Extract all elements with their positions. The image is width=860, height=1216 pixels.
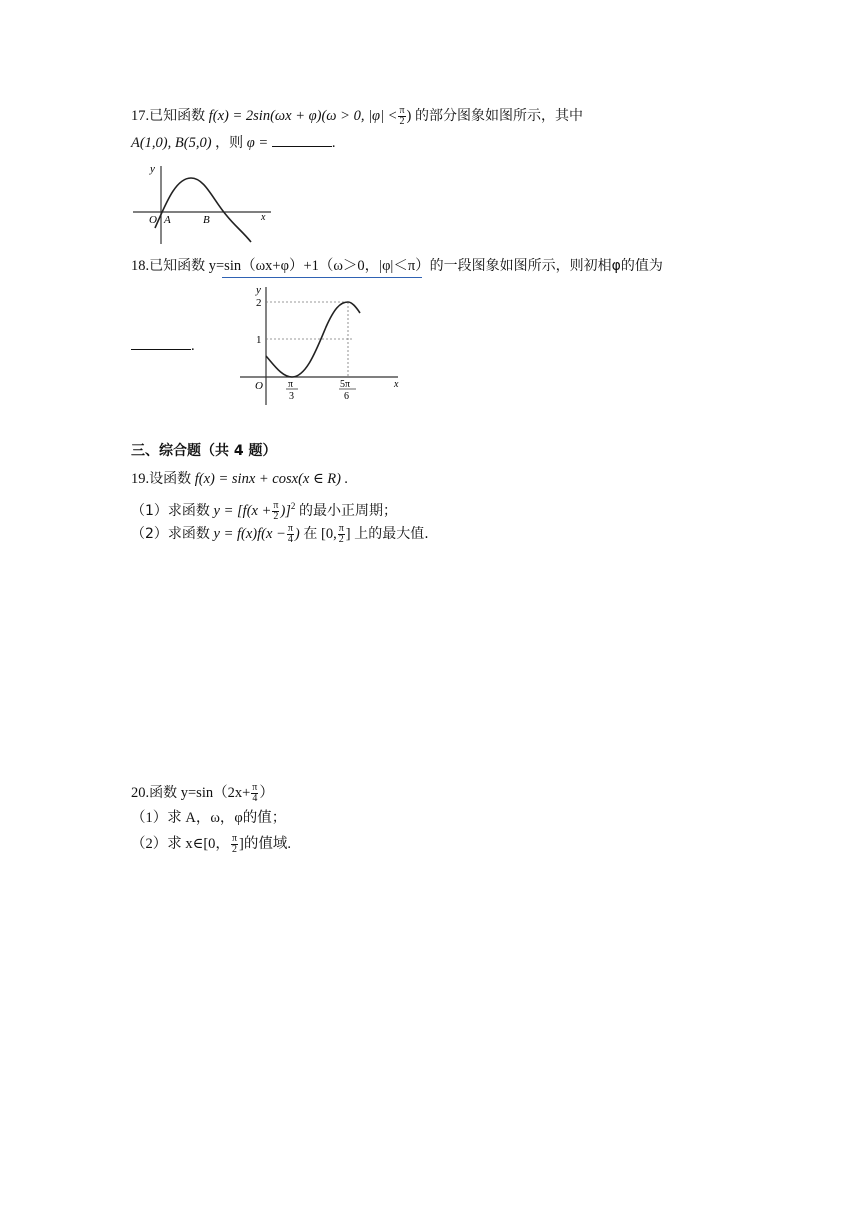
- q18-prefix: 已知函数: [149, 258, 206, 274]
- q19-p1-sup: 2: [290, 501, 296, 511]
- q19-p1-label: （1）求函数: [131, 502, 210, 519]
- q19-p1-frac-den: 2: [273, 511, 279, 522]
- q17-phi: φ =: [246, 135, 269, 151]
- q19-p2-frac-num: π: [287, 523, 293, 535]
- q17-end: .: [331, 135, 336, 151]
- q17-graph: [131, 160, 281, 250]
- q19-number: 19.: [131, 471, 150, 487]
- section-title: 三、综合题（共 4 题）: [131, 443, 277, 459]
- q19-p2-int-den: 2: [338, 534, 344, 546]
- q17-number: 17.: [131, 108, 150, 124]
- q18-answer-blank[interactable]: [131, 337, 191, 350]
- q18-curve: [266, 302, 360, 377]
- q17-answer-blank[interactable]: [272, 134, 332, 147]
- q17-frac: [398, 106, 405, 127]
- q19-p1-math-a: y = [f(x +: [213, 502, 272, 519]
- q19-p2-label: （2）求函数: [131, 526, 210, 542]
- q20-p2-a: （2）求 x∈[0，: [131, 836, 230, 852]
- q19-p2-interval-b: ]: [345, 526, 351, 542]
- q18-label-x: x: [394, 379, 399, 390]
- q17-close: ): [406, 108, 412, 124]
- q18-func: y=sin（ωx+φ）+1（ω＞0，|φ|＜π）: [208, 258, 430, 274]
- q19-func: f(x) = sinx + cosx(x ∈ R) .: [194, 471, 349, 487]
- q18-tick1-num: π: [288, 379, 294, 390]
- q17-points: A(1,0), B(5,0): [131, 135, 212, 151]
- q17-label-o: O: [149, 214, 157, 226]
- q19-part1: [131, 496, 397, 522]
- q19-p1-frac: [272, 501, 279, 522]
- q20-prefix: 函数: [149, 785, 178, 801]
- q19-p2-frac-den: 4: [287, 534, 293, 546]
- q18-tick2-num: 5π: [340, 379, 351, 390]
- q18-label-2: 2: [256, 297, 262, 309]
- q18-label-y: y: [256, 284, 261, 296]
- q20-p2-b: ]的值域.: [239, 836, 291, 852]
- q20-part1: [131, 808, 286, 828]
- q17-label-a: A: [164, 214, 171, 226]
- q17-suffix: 的部分图象如图所示，其中: [415, 108, 584, 124]
- q19-p1-frac-num: π: [273, 500, 279, 511]
- q18-number: 18.: [131, 258, 150, 274]
- q20-frac: [251, 783, 258, 804]
- q18-suffix: 的一段图象如图所示，则初相φ的值为: [429, 258, 663, 274]
- q17-then: ，则: [215, 135, 244, 151]
- q20-p2-num: π: [231, 833, 237, 845]
- q19-p1-suffix: 的最小正周期；: [299, 502, 398, 519]
- q17-label-y: y: [150, 163, 155, 175]
- q17-line2: [131, 133, 335, 153]
- q19-part2: [131, 524, 429, 545]
- q18-end: .: [191, 338, 195, 354]
- q18-graph: [236, 281, 406, 406]
- q17-func: f(x) = 2sin(ωx + φ)(ω > 0, |φ| <: [208, 108, 398, 124]
- q20-p2-frac: [231, 834, 238, 855]
- q20-func-a: y=sin（2x+: [180, 785, 251, 801]
- q19-p2-int-frac: [338, 524, 345, 545]
- q20-frac-num: π: [252, 782, 258, 794]
- q20-p1: （1）求 A，ω，φ的值；: [131, 810, 287, 826]
- q19-p2-suffix: 上的最大值.: [354, 526, 429, 542]
- q19-p2-frac: [287, 524, 294, 545]
- q18-line1: [131, 256, 663, 276]
- q17-frac-den: 2: [399, 116, 405, 128]
- q17-curve: [155, 178, 251, 242]
- q17-frac-num: π: [399, 105, 405, 117]
- q20-frac-den: 4: [252, 793, 258, 805]
- q19-p2-math-b: ): [294, 526, 300, 542]
- q19-p2-interval-a: [0,: [321, 526, 337, 542]
- q20-line1: [131, 783, 274, 804]
- q19-prefix: 设函数: [149, 471, 192, 487]
- q19-p2-int-num: π: [338, 523, 344, 535]
- q17-line1: [131, 106, 583, 127]
- q18-label-1: 1: [256, 334, 262, 346]
- q20-p2-den: 2: [231, 844, 237, 856]
- q18-underline: [222, 277, 422, 278]
- q20-func-b: ）: [259, 785, 274, 801]
- q20-number: 20.: [131, 785, 150, 801]
- q20-part2: [131, 834, 291, 855]
- q18-line2: [131, 336, 195, 356]
- q18-tick2-den: 6: [344, 391, 349, 402]
- q19-p1-math-b: )]: [280, 502, 291, 519]
- q19-line1: [131, 469, 348, 489]
- q18-tick1-den: 3: [289, 391, 294, 402]
- q19-p2-in: 在: [303, 526, 318, 542]
- q17-label-b: B: [203, 214, 210, 226]
- q19-p2-math-a: y = f(x)f(x −: [213, 526, 286, 542]
- q18-label-o: O: [255, 380, 263, 392]
- q17-label-x: x: [261, 212, 266, 223]
- q17-prefix: 已知函数: [149, 108, 206, 124]
